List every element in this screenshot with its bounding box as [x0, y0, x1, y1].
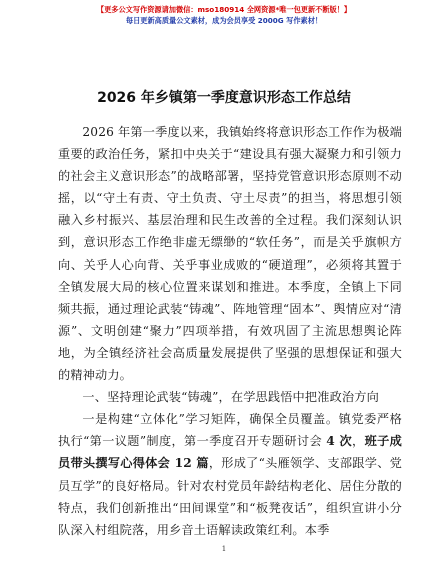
- document-body: [58, 121, 402, 541]
- paragraph-2-text-a: 一是构建“立体化”学习矩阵，确保全员覆盖。镇党委严格执行“第一议题”制度，第一季度召开专题研讨会: [58, 412, 402, 449]
- paragraph-2-text-c: ，: [352, 434, 365, 449]
- paragraph-2-text-d: ，形成了“头雁领学、支部跟学、党员互学”的良好格局。针对农村党员年龄结构老化、居住分散的特点，我们创新推出“田间课堂”和“板凳夜话”，组织宣讲小分队深入村组院落，用乡音土语解读政策红利。本季: [58, 456, 402, 537]
- promo-line-2: 每日更新高质量公文素材，成为会员享受 2000G 写作素材！: [125, 16, 323, 25]
- document-title: 2026 年乡镇第一季度意识形态工作总结: [97, 90, 351, 106]
- promo-banner: [0, 4, 448, 26]
- promo-line-1: 【更多公文写作资源请加微信：mso180914 全网资源*唯一包更新不断版！】: [96, 5, 352, 14]
- paragraph-2: [58, 408, 402, 541]
- essay-count: 班子成员带头撰写心得体会 12 篇: [58, 434, 402, 471]
- intro-paragraph: 2026 年第一季度以来，我镇始终将意识形态工作作为极端重要的政治任务，紧扣中央关于“建设具有强大凝聚力和引领力的社会主义意识形态”的战略部署，坚持党管意识形态原则不动摇，以“守土有责、守土负责、守土尽责”的担当，将思想引领融入乡村振兴、基层治理和民生改善的全过程。我们深刻认识到，意识形态工作绝非虚无缥缈的“软任务”，而是关乎旗帜方向、关乎人心向背、关乎事业成败的“硬道理”，必须将其置于全镇发展大局的核心位置来谋划和推进。本季度，全镇上下同频共振，通过理论武装“铸魂”、阵地管理“固本”、舆情应对“清源”、文明创建“聚力”四项举措，有效巩固了主流思想舆论阵地，为全镇经济社会高质量发展提供了坚强的思想保证和强大的精神动力。: [58, 125, 402, 383]
- section-heading-1: 一、坚持理论武装“铸魂”，在学思践悟中把准政治方向: [82, 390, 379, 405]
- page-number: 1: [221, 545, 227, 553]
- meeting-count: 4 次: [326, 434, 353, 449]
